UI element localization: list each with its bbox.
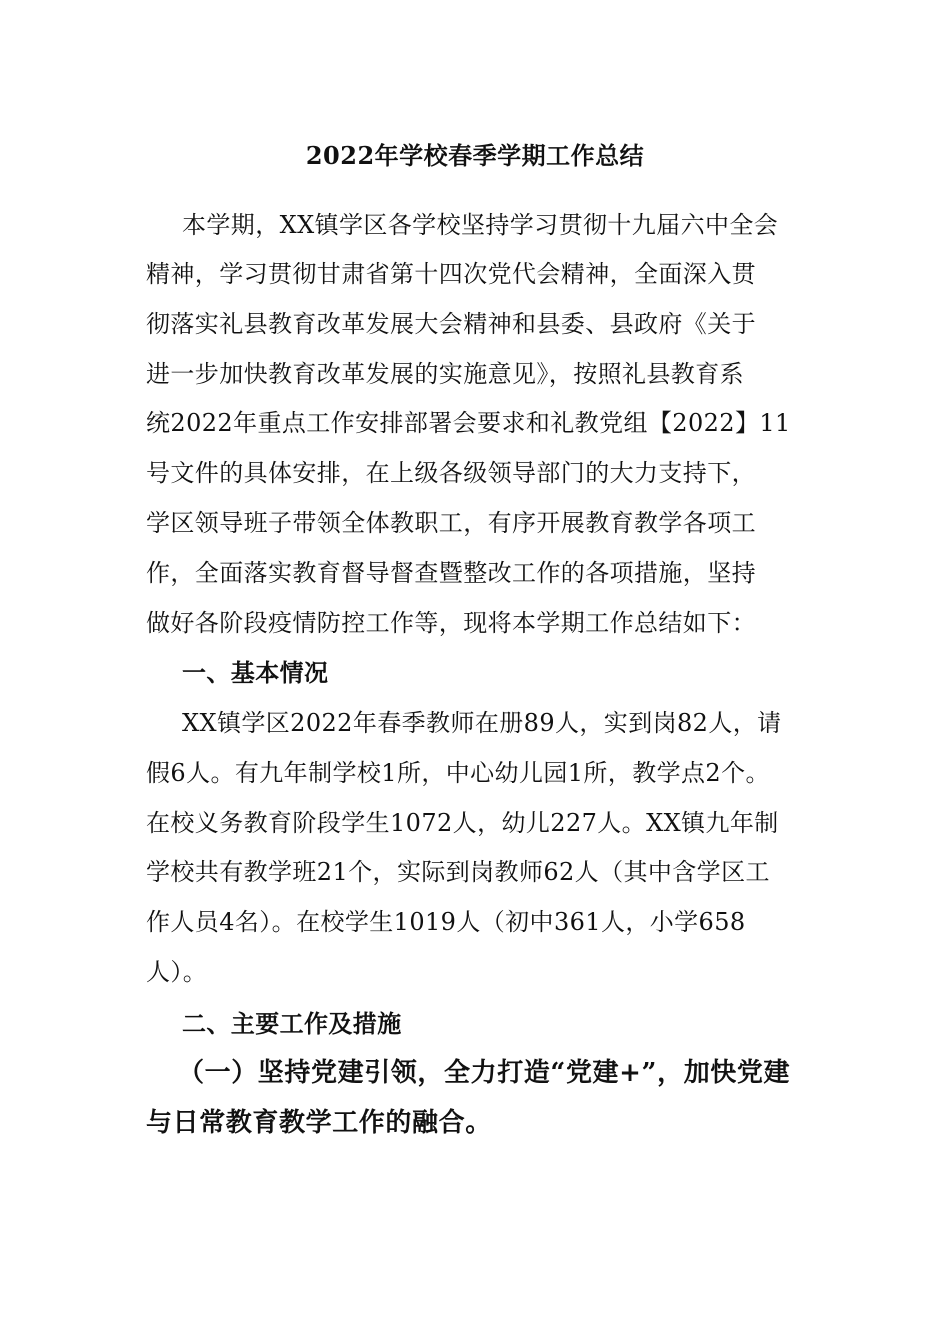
body-line: XX镇学区2022年春季教师在册89人，实到岗82人，请 <box>182 709 782 737</box>
intro-line: 学区领导班子带领全体教职工，有序开展教育教学各项工 <box>146 509 756 537</box>
intro-line: 统2022年重点工作安排部署会要求和礼教党组【2022】11 <box>146 409 791 437</box>
intro-line: 作，全面落实教育督导督查暨整改工作的各项措施，坚持 <box>146 559 756 587</box>
subsection-heading-line: 与日常教育教学工作的融合。 <box>146 1108 492 1138</box>
intro-line: 本学期，XX镇学区各学校坚持学习贯彻十九届六中全会 <box>182 211 779 239</box>
body-line: 学校共有教学班21个，实际到岗教师62人（其中含学区工 <box>146 858 770 886</box>
page-title: 2022年学校春季学期工作总结 <box>305 141 645 170</box>
subsection-heading-line: （一）坚持党建引领，全力打造“党建+”，加快党建 <box>178 1058 791 1088</box>
body-line: 在校义务教育阶段学生1072人，幼儿227人。XX镇九年制 <box>146 809 779 837</box>
body-line: 作人员4名）。在校学生1019人（初中361人，小学658 <box>146 908 746 936</box>
intro-line: 做好各阶段疫情防控工作等，现将本学期工作总结如下： <box>146 609 756 637</box>
body-line: 人）。 <box>146 958 208 986</box>
intro-line: 进一步加快教育改革发展的实施意见》，按照礼县教育系 <box>146 360 744 388</box>
intro-line: 彻落实礼县教育改革发展大会精神和县委、县政府《关于 <box>146 310 756 338</box>
body-line: 假6人。有九年制学校1所，中心幼儿园1所，教学点2个。 <box>146 759 770 787</box>
section-heading-basic: 一、基本情况 <box>182 658 329 687</box>
intro-line: 精神，学习贯彻甘肃省第十四次党代会精神，全面深入贯 <box>146 260 756 288</box>
intro-line: 号文件的具体安排，在上级各级领导部门的大力支持下， <box>146 459 756 487</box>
section-heading-main-work: 二、主要工作及措施 <box>182 1009 402 1038</box>
